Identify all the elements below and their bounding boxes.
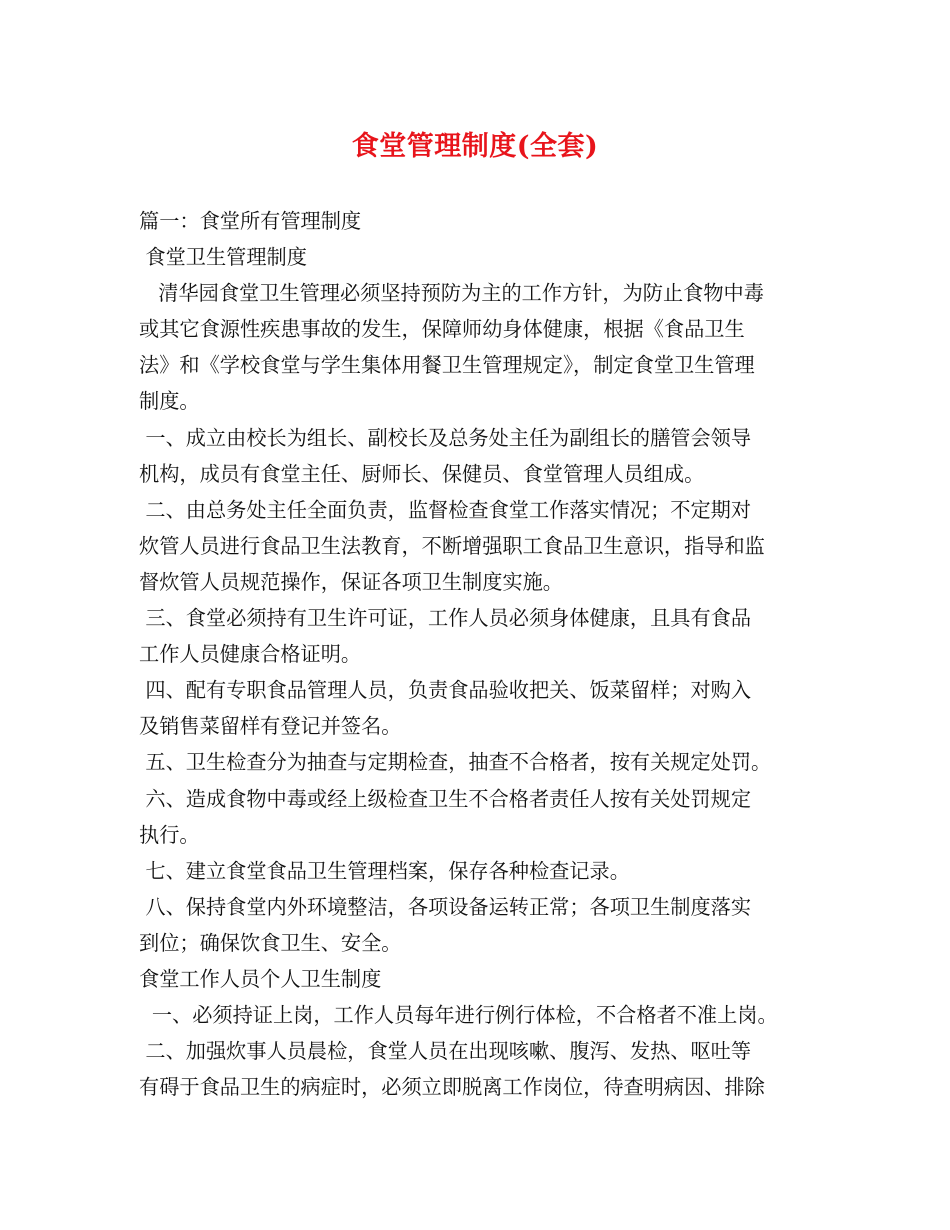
text-line: 五、卫生检查分为抽查与定期检查，抽查不合格者，按有关规定处罚。: [139, 750, 772, 775]
text-line: 机构，成员有食堂主任、厨师长、保健员、食堂管理人员组成。: [139, 461, 705, 486]
text-line: 督炊管人员规范操作，保证各项卫生制度实施。: [139, 569, 563, 594]
text-line: 食堂卫生管理制度: [139, 245, 307, 270]
text-line: 八、保持食堂内外环境整洁，各项设备运转正常；各项卫生制度落实: [139, 894, 752, 919]
text-line: 二、由总务处主任全面负责，监督检查食堂工作落实情况；不定期对: [139, 497, 752, 522]
text-line: 炊管人员进行食品卫生法教育，不断增强职工食品卫生意识，指导和监: [139, 533, 765, 558]
text-line: 或其它食源性疾患事故的发生，保障师幼身体健康，根据《食品卫生: [139, 317, 745, 342]
text-line: 及销售菜留样有登记并签名。: [139, 714, 402, 739]
text-line: 到位；确保饮食卫生、安全。: [139, 930, 402, 955]
text-line: 七、建立食堂食品卫生管理档案，保存各种检查记录。: [139, 858, 630, 883]
text-line: 二、加强炊事人员晨检，食堂人员在出现咳嗽、腹泻、发热、呕吐等: [139, 1039, 752, 1064]
text-line: 工作人员健康合格证明。: [139, 642, 362, 667]
text-line: 法》和《学校食堂与学生集体用餐卫生管理规定》，制定食堂卫生管理: [139, 353, 755, 378]
text-line: 食堂工作人员个人卫生制度: [139, 966, 382, 991]
text-line: 制度。: [139, 389, 200, 414]
document-body: [139, 203, 819, 1105]
text-line: 三、食堂必须持有卫生许可证，工作人员必须身体健康，且具有食品: [139, 606, 752, 631]
text-line: 有碍于食品卫生的病症时，必须立即脱离工作岗位，待查明病因、排除: [139, 1075, 765, 1100]
text-line: 清华园食堂卫生管理必须坚持预防为主的工作方针，为防止食物中毒: [139, 281, 764, 306]
text-line: 四、配有专职食品管理人员，负责食品验收把关、饭菜留样；对购入: [139, 678, 752, 703]
text-line: 一、必须持证上岗，工作人员每年进行例行体检，不合格者不准上岗。: [139, 1003, 778, 1028]
text-line: 六、造成食物中毒或经上级检查卫生不合格者责任人按有关处罚规定: [139, 786, 752, 811]
text-line: 执行。: [139, 822, 200, 847]
text-line: 一、成立由校长为组长、副校长及总务处主任为副组长的膳管会领导: [139, 425, 752, 450]
document-title: 食堂管理制度(全套): [351, 131, 599, 162]
text-line: 篇一：食堂所有管理制度: [139, 209, 362, 233]
